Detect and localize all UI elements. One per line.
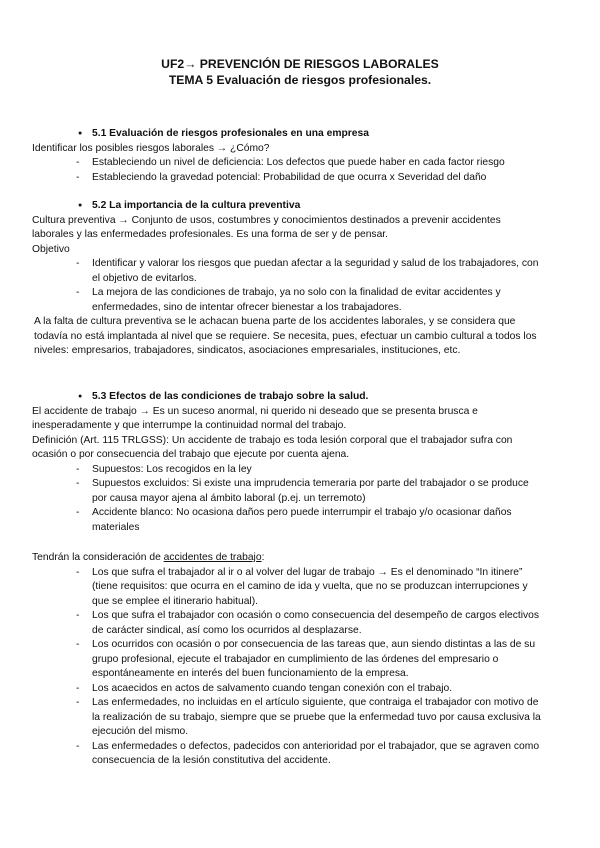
paragraph: Tendrán la consideración de accidentes de trabajo: xyxy=(32,552,265,563)
section-5-2 xyxy=(32,199,544,359)
list-item: - Los que sufra el trabajador con ocasión o como consecuencia del desempeño de cargos electivos de carácter sindical, así como los ocurridos al desplazarse. xyxy=(76,610,540,636)
paragraph: Identificar los posibles riesgos laborales → ¿Cómo? xyxy=(32,142,270,154)
paragraph: A la falta de cultura preventiva se le achacan buena parte de los accidentes laborales, y se considera que todavía no está implantada al nivel que se requiere. Se necesita, pues, efectuar un cambio cultural a todos los niveles: empresarios, trabajadores, sindicatos, asociaciones empresariales, instituciones, etc. xyxy=(34,316,537,356)
list-item: - Los acaecidos en actos de salvamento cuando tengan conexión con el trabajo. xyxy=(76,682,453,694)
underlined-term: accidentes de trabajo xyxy=(163,552,262,563)
list-item: - Estableciendo la gravedad potencial: Probabilidad de que ocurra x Severidad del daño xyxy=(76,171,487,183)
section-heading: ● 5.2 La importancia de la cultura preventiva xyxy=(56,199,544,214)
list-item: - Supuestos excluidos: Si existe una imprudencia temeraria por parte del trabajador o se produce por causa mayor ajena al ámbito laboral (p.ej. un terremoto) xyxy=(76,478,529,504)
list-item: - Los ocurridos con ocasión o por consecuencia de las tareas que, aun siendo distintas a las de su grupo profesional, ejecute el trabajador en cumplimiento de las órdenes del empresario o espontáneamente en interés del buen funcionamiento de la empresa. xyxy=(76,639,536,679)
paragraph-label: Objetivo xyxy=(32,243,70,255)
list-item: - Identificar y valorar los riesgos que puedan afectar a la seguridad y salud de los trabajadores, con el objetivo de evitarlos. xyxy=(76,258,539,284)
section-heading: ● 5.1 Evaluación de riesgos profesionales en una empresa xyxy=(56,127,544,142)
list-item: - Estableciendo un nivel de deficiencia: Los defectos que puede haber en cada factor riesgo xyxy=(76,157,505,168)
list-item: - Los que sufra el trabajador al ir o al volver del lugar de trabajo → Es el denominado “In itinere” (tiene requisitos: que ocurra en el camino de ida y vuelta, que no se produzcan interrupciones y que se emplee el itinerario habitual). xyxy=(76,566,528,607)
list-item: - La mejora de las condiciones de trabajo, ya no solo con la finalidad de evitar accidentes y enfermedades, sino de intentar ofrecer bienestar a los trabajadores. xyxy=(76,287,501,313)
list-item: - Las enfermedades o defectos, padecidos con anterioridad por el trabajador, que se agraven como consecuencia de la lesión constitutiva del accidente. xyxy=(76,740,540,766)
accidents-list xyxy=(32,551,544,769)
section-5-3 xyxy=(32,390,544,535)
section-5-1 xyxy=(32,127,544,185)
list-item: - Accidente blanco: No ocasiona daños pero puede interrumpir el trabajo y/o ocasionar daños materiales xyxy=(76,507,512,533)
paragraph: Definición (Art. 115 TRLGSS): Un accidente de trabajo es toda lesión corporal que el trabajador sufra con ocasión o por consecuencia del trabajo que ejecute por cuenta ajena. xyxy=(32,434,513,460)
document-title: UF2→ PREVENCIÓN DE RIESGOS LABORALES xyxy=(161,57,439,71)
section-heading: ● 5.3 Efectos de las condiciones de trabajo sobre la salud. xyxy=(56,390,544,405)
list-item: - Supuestos: Los recogidos en la ley xyxy=(76,463,252,475)
paragraph: Cultura preventiva → Conjunto de usos, costumbres y conocimientos destinados a prevenir accidentes laborales y las enfermedades profesionales. Es una forma de ser y de pensar. xyxy=(32,214,501,240)
paragraph: El accidente de trabajo → Es un suceso anormal, ni querido ni deseado que se presenta brusca e inesperadamente y que interrumpe la continuidad normal del trabajo. xyxy=(32,405,478,431)
document-subtitle: TEMA 5 Evaluación de riesgos profesionales. xyxy=(168,73,432,87)
list-item: - Las enfermedades, no incluidas en el artículo siguiente, que contraiga el trabajador con motivo de la realización de su trabajo, siempre que se pruebe que la enfermedad tuvo por causa exclusiva la ejecución del mismo. xyxy=(76,697,541,737)
